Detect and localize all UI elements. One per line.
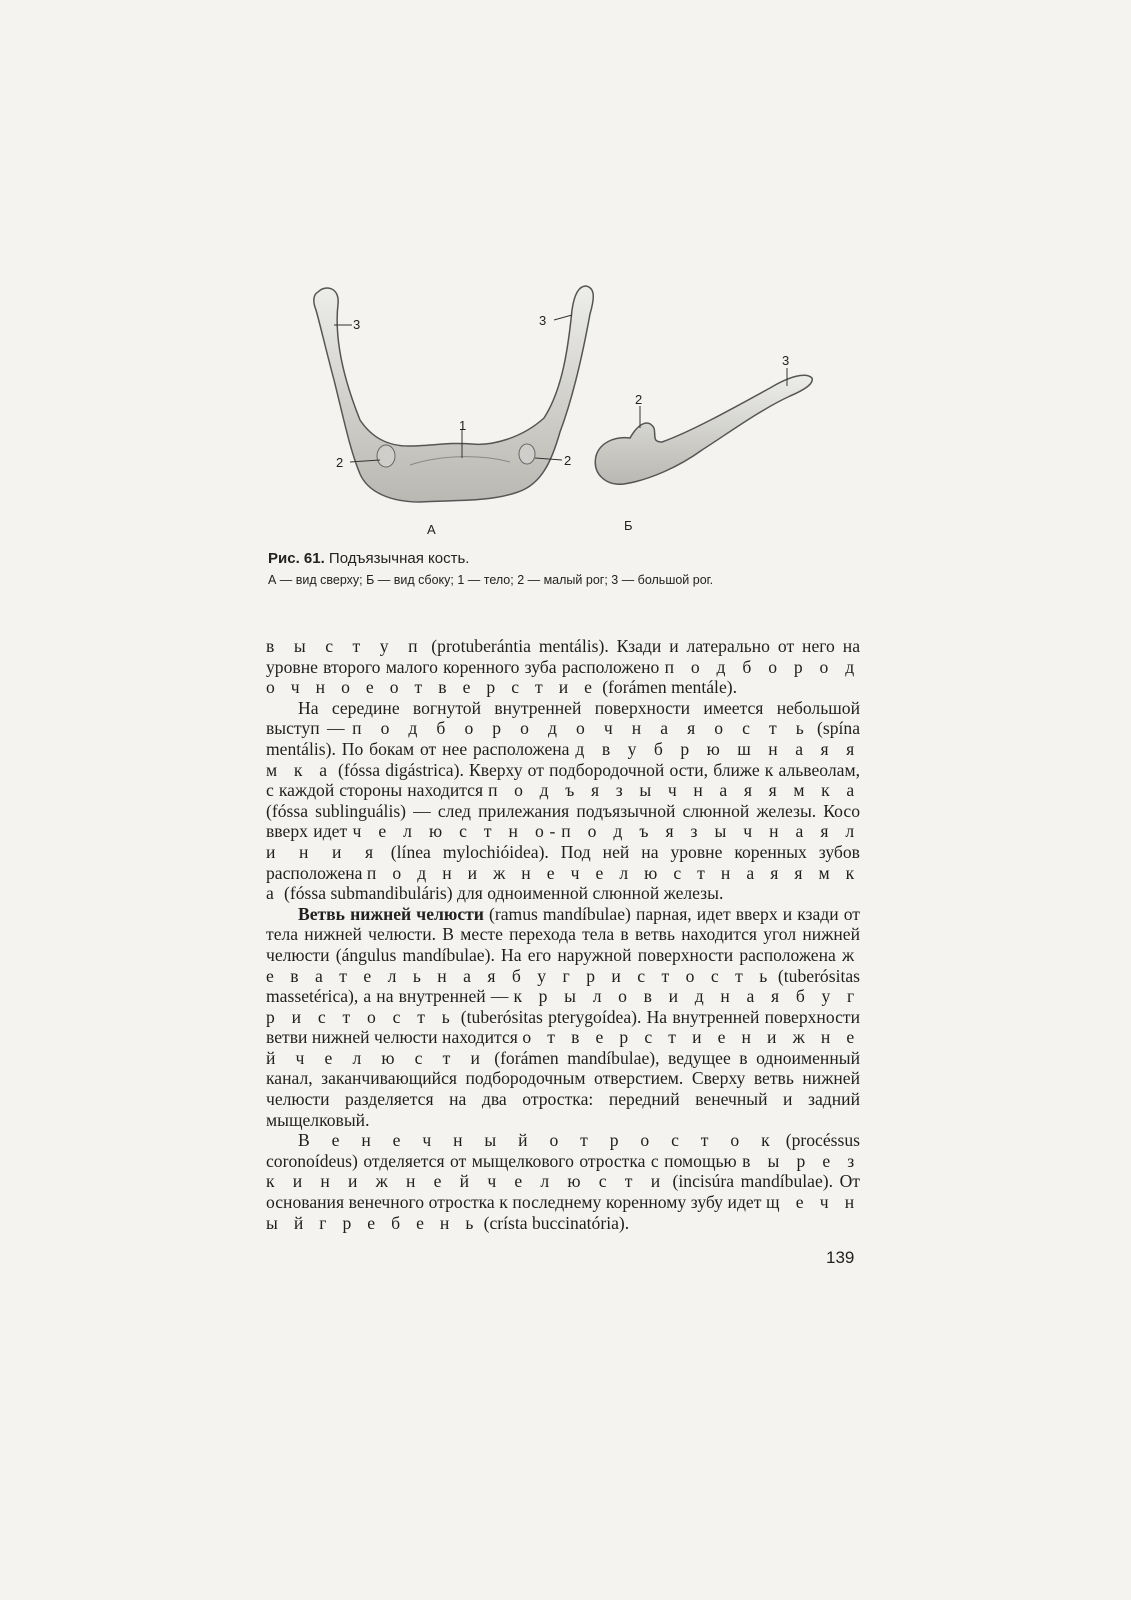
term: в ы с т у п	[266, 636, 424, 656]
text-run: (línea mylochióidea). Под ней на уровне коренных зубов расположена	[266, 841, 860, 883]
text-run: На середине вогнутой внутренней поверхности имеется небольшой выступ —	[266, 697, 860, 739]
text-run: (tuberósitas massetérica), а на внутренней —	[266, 965, 860, 1007]
term: ч е л ю с т н о-п о д ъ я з ы ч н а я л и н и я	[266, 821, 860, 862]
term: к р ы л о в и д н а я б у г р и с т о с т ь	[266, 986, 860, 1027]
body-text	[266, 636, 860, 1233]
label-greater-horn-side: 3	[782, 353, 790, 368]
hyoid-illustration	[260, 270, 860, 550]
text-run: (procéssus coronoídeus) отделяется от мыщелкового отростка с помощью	[266, 1130, 860, 1171]
label-greater-horn-left: 3	[353, 317, 361, 332]
label-lesser-horn-left: 2	[336, 455, 344, 470]
term: п о д б о р о д о ч н о е о т в е р с т и е	[266, 656, 860, 698]
text-run: (spína mentális). По бокам от нее расположена	[266, 718, 861, 759]
paragraph-3	[266, 904, 860, 1131]
paragraph-2	[266, 698, 860, 904]
text-run: (incisúra mandíbulae). От основания венечного отростка к последнему коренному зубу идет	[266, 1171, 861, 1213]
text-run: (fóssa digástrica). Кверху от подбородочной ости, ближе к альвеолам, с каждой стороны находится	[266, 759, 860, 801]
text-run: (ramus mandíbulae) парная, идет вверх и кзади от тела нижней челюсти. В месте перехода тела в ветвь находится угол нижней челюсти (ángulus mandíbulae). На его наружной поверхности расположена	[266, 903, 860, 965]
term: в ы р е з к и н и ж н е й ч е л ю с т и	[266, 1150, 860, 1192]
term: п о д н и ж н е ч е л ю с т н а я я м к а	[266, 862, 860, 904]
text-run: (forámen mentále).	[597, 677, 738, 698]
page-number: 139	[826, 1248, 855, 1267]
term: п о д ъ я з ы ч н а я я м к а	[488, 780, 860, 801]
label-body: 1	[459, 418, 467, 433]
term: о т в е р с т и е н и ж н е й ч е л ю с т и	[266, 1027, 861, 1068]
hyoid-bone-figure	[260, 270, 860, 550]
label-greater-horn-right: 3	[539, 313, 547, 328]
section-heading: Ветвь нижней челюсти	[298, 903, 484, 924]
caption-title	[268, 550, 888, 567]
view-b-drawing	[595, 375, 812, 484]
text-run: (protuberántia mentális). Кзади и латерально от него на уровне второго малого коренного зуба расположено	[266, 636, 861, 677]
caption-title-text: Подъязычная кость.	[324, 550, 470, 567]
text-run: (tuberósitas pterygoídea). На внутренней поверхности ветви нижней челюсти находится	[266, 1006, 860, 1048]
term: В е н е ч н ы й о т р о с т о к	[298, 1130, 776, 1151]
view-b-letter: Б	[624, 518, 633, 533]
label-lesser-horn-side: 2	[635, 392, 643, 407]
term: ж е в а т е л ь н а я б у г р и с т о с т ь	[266, 944, 860, 986]
view-a-letter: А	[427, 522, 436, 537]
label-lesser-horn-right: 2	[564, 453, 572, 468]
text-run: (fóssa submandibuláris) для одноименной слюнной железы.	[279, 883, 724, 904]
term: щ е ч н ы й г р е б е н ь	[266, 1192, 860, 1233]
term: д в у б р ю ш н а я я м к а	[266, 738, 860, 780]
text-run: (crísta buccinatória).	[479, 1212, 630, 1233]
caption-legend: А — вид сверху; Б — вид сбоку; 1 — тело; 2 — малый рог; 3 — большой рог.	[268, 573, 714, 587]
paragraph-1	[266, 636, 860, 698]
figure-number: Рис. 61.	[268, 550, 325, 567]
figure-caption	[268, 550, 888, 587]
term: п о д б о р о д о ч н а я о с т ь	[352, 718, 810, 739]
text-run: (fóssa sublinguális) — след прилежания подъязычной слюнной железы. Косо вверх идет	[266, 800, 860, 842]
text-run: (forámen mandíbulae), ведущее в одноименный канал, заканчивающийся подбородочным отверстием. Сверху ветвь нижней челюсти разделяется на два отростка: передний венечный и задний мыщелковый.	[266, 1047, 860, 1130]
paragraph-4	[266, 1130, 860, 1233]
